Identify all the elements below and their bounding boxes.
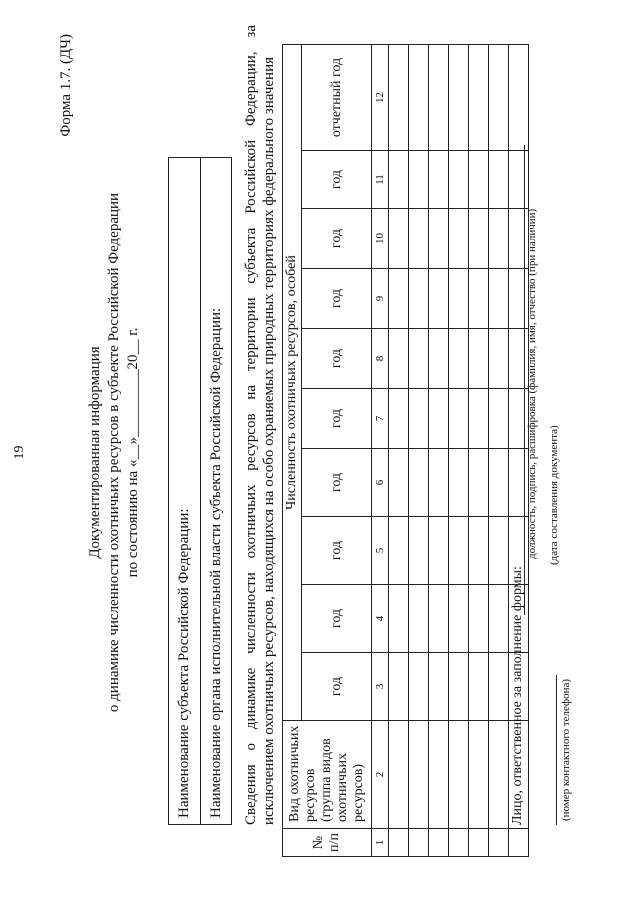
- header-row-1: [283, 44, 302, 856]
- table-cell[interactable]: [409, 517, 429, 585]
- table-cell[interactable]: [409, 389, 429, 449]
- column-number: 1: [372, 829, 389, 857]
- table-cell[interactable]: [429, 829, 449, 857]
- column-number: 5: [372, 517, 389, 585]
- phone-line[interactable]: [556, 675, 557, 825]
- table-cell[interactable]: [469, 829, 489, 857]
- phone-caption: (номер контактного телефона): [560, 678, 572, 821]
- header-year: год: [302, 517, 372, 585]
- table-cell[interactable]: [409, 209, 429, 269]
- table-row: [389, 44, 409, 856]
- header-year: год: [302, 329, 372, 389]
- column-number: 2: [372, 721, 389, 829]
- table-cell[interactable]: [489, 269, 509, 329]
- table-cell[interactable]: [489, 829, 509, 857]
- header-year: год: [302, 209, 372, 269]
- table-cell[interactable]: [449, 44, 469, 150]
- table-cell[interactable]: [489, 44, 509, 150]
- table-cell[interactable]: [409, 44, 429, 150]
- table-cell[interactable]: [489, 449, 509, 517]
- table-row: [469, 44, 489, 856]
- header-year: год: [302, 269, 372, 329]
- header-year: год: [302, 151, 372, 209]
- header-species: Вид охотничьих ресурсов (группа видов охотничьих ресурсов): [283, 721, 372, 829]
- date-caption: (дата составления документа): [548, 425, 560, 565]
- population-table: [282, 44, 529, 857]
- table-cell[interactable]: [409, 653, 429, 721]
- table-cell[interactable]: [449, 449, 469, 517]
- table-cell[interactable]: [389, 585, 409, 653]
- table-cell[interactable]: [409, 269, 429, 329]
- table-row: [489, 44, 509, 856]
- table-cell[interactable]: [389, 44, 409, 150]
- table-cell[interactable]: [409, 829, 429, 857]
- table-row: [429, 44, 449, 856]
- table-cell[interactable]: [429, 653, 449, 721]
- responsible-caption: должность, подпись, расшифровка (фамилия, имя, отчество (при наличии): [526, 208, 538, 559]
- table-cell[interactable]: [429, 329, 449, 389]
- responsible-signature-line[interactable]: [524, 145, 525, 615]
- title-line-1: Документированная информация: [87, 346, 103, 559]
- document-title: [86, 0, 143, 905]
- table-cell[interactable]: [509, 44, 529, 150]
- table-cell[interactable]: [409, 721, 429, 829]
- table-cell[interactable]: [409, 151, 429, 209]
- info-line-2: исключением охотничьих ресурсов, находящихся на особо охраняемых природных территориях федерального значения: [261, 56, 277, 825]
- table-cell[interactable]: [449, 329, 469, 389]
- table-cell[interactable]: [409, 449, 429, 517]
- table-cell[interactable]: [389, 721, 409, 829]
- table-cell[interactable]: [429, 44, 449, 150]
- table-cell[interactable]: [389, 151, 409, 209]
- column-number: 4: [372, 585, 389, 653]
- table-cell[interactable]: [469, 449, 489, 517]
- table-cell[interactable]: [449, 151, 469, 209]
- table-cell[interactable]: [469, 585, 489, 653]
- table-cell[interactable]: [469, 44, 489, 150]
- table-cell[interactable]: [429, 209, 449, 269]
- title-line-3: по состоянию на «__»_________20__ г.: [125, 327, 141, 578]
- form-number: Форма 1.7. (ДЧ): [58, 34, 74, 137]
- subject-name-field[interactable]: Наименование субъекта Российской Федерации:: [176, 508, 192, 818]
- table-cell[interactable]: [389, 389, 409, 449]
- table-cell[interactable]: [409, 585, 429, 653]
- info-paragraph: [242, 25, 278, 825]
- table-cell[interactable]: [429, 721, 449, 829]
- table-cell[interactable]: [489, 329, 509, 389]
- table-cell[interactable]: [449, 721, 469, 829]
- subject-box: [168, 157, 232, 825]
- table-cell[interactable]: [429, 517, 449, 585]
- table-cell[interactable]: [449, 585, 469, 653]
- table-cell[interactable]: [389, 329, 409, 389]
- table-cell[interactable]: [389, 449, 409, 517]
- title-line-2: о динамике численности охотничьих ресурсов в субъекте Российской Федерации: [106, 192, 122, 713]
- table-cell[interactable]: [429, 585, 449, 653]
- header-year: год: [302, 653, 372, 721]
- page-number: 19: [12, 445, 27, 460]
- table-cell[interactable]: [449, 653, 469, 721]
- table-cell[interactable]: [469, 653, 489, 721]
- table-cell[interactable]: [429, 449, 449, 517]
- table-cell[interactable]: [389, 209, 409, 269]
- table-cell[interactable]: [429, 151, 449, 209]
- table-cell[interactable]: [489, 585, 509, 653]
- table-cell[interactable]: [469, 329, 489, 389]
- table-cell[interactable]: [469, 389, 489, 449]
- table-row: [449, 44, 469, 856]
- table-cell[interactable]: [489, 721, 509, 829]
- table-cell[interactable]: [489, 209, 509, 269]
- column-number-row: [372, 44, 389, 856]
- header-num: № п/п: [283, 829, 372, 857]
- column-number: 7: [372, 389, 389, 449]
- table-cell[interactable]: [509, 151, 529, 209]
- table-cell[interactable]: [409, 329, 429, 389]
- table-cell[interactable]: [389, 829, 409, 857]
- table-cell[interactable]: [429, 269, 449, 329]
- table-cell[interactable]: [389, 653, 409, 721]
- table-cell[interactable]: [469, 151, 489, 209]
- column-number: 8: [372, 329, 389, 389]
- table-cell[interactable]: [449, 209, 469, 269]
- authority-name-field[interactable]: Наименование органа исполнительной власти субъекта Российской Федерации:: [200, 158, 232, 824]
- table-cell[interactable]: [469, 209, 489, 269]
- table-cell[interactable]: [489, 517, 509, 585]
- table-cell[interactable]: [469, 721, 489, 829]
- column-number: 10: [372, 209, 389, 269]
- table-cell[interactable]: [429, 389, 449, 449]
- table-cell[interactable]: [449, 829, 469, 857]
- table-cell[interactable]: [489, 151, 509, 209]
- table-row: [409, 44, 429, 856]
- table-cell[interactable]: [469, 517, 489, 585]
- column-number: 9: [372, 269, 389, 329]
- column-number: 6: [372, 449, 389, 517]
- table-cell[interactable]: [469, 269, 489, 329]
- table-cell[interactable]: [449, 389, 469, 449]
- header-year: год: [302, 449, 372, 517]
- table-cell[interactable]: [489, 653, 509, 721]
- table-cell[interactable]: [389, 517, 409, 585]
- column-number: 3: [372, 653, 389, 721]
- column-number: 11: [372, 151, 389, 209]
- table-cell[interactable]: [509, 829, 529, 857]
- header-population-group: Численность охотничьих ресурсов, особей: [283, 44, 302, 720]
- table-cell[interactable]: [449, 269, 469, 329]
- table-cell[interactable]: [389, 269, 409, 329]
- header-reporting-year: отчетный год: [302, 44, 372, 150]
- column-number: 12: [372, 44, 389, 150]
- table-cell[interactable]: [489, 389, 509, 449]
- info-line-1: Сведения о динамике численности охотничьих ресурсов на территории субъекта Российской Федерации, за: [243, 25, 259, 825]
- header-year: год: [302, 585, 372, 653]
- header-year: год: [302, 389, 372, 449]
- responsible-label: Лицо, ответственное за заполнение формы:: [510, 566, 525, 825]
- table-cell[interactable]: [449, 517, 469, 585]
